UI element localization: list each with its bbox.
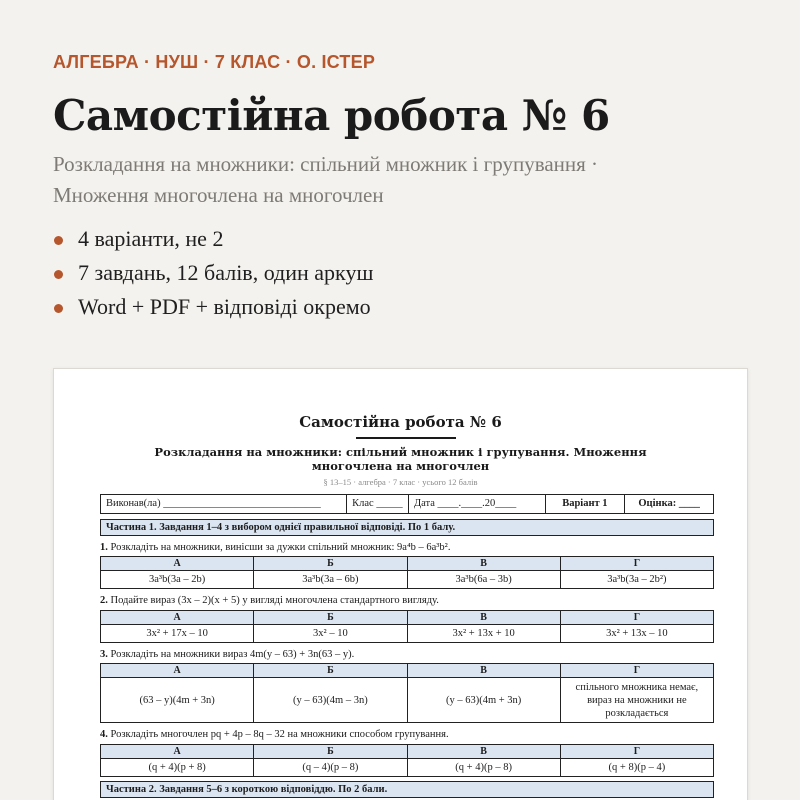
question-2: [100, 594, 720, 607]
question-number: 4.: [100, 729, 108, 740]
option-label: В: [407, 664, 560, 678]
answer-option: 3x² – 10: [254, 625, 407, 643]
question-4: [100, 728, 720, 741]
option-label: Г: [560, 557, 713, 571]
answer-option: (y – 63)(4m – 3n): [254, 678, 407, 723]
date-field: Дата ____.____.20____: [409, 495, 546, 513]
answer-option: (q – 4)(p – 8): [254, 759, 407, 777]
option-label: В: [407, 557, 560, 571]
option-label: Г: [560, 745, 713, 759]
question-number: 3.: [100, 649, 108, 660]
question-text: Розкладіть на множники, винісши за дужки спільний множник: 9a⁴b – 6a³b².: [110, 542, 451, 553]
part-1-header: Частина 1. Завдання 1–4 з вибором однієї правильної відповіді. По 1 балу.: [100, 519, 714, 536]
subtitle-line-2: Множення многочлена на многочлен: [53, 183, 384, 207]
class-field: Клас _____: [347, 495, 409, 513]
question-number: 2.: [100, 595, 108, 606]
option-label: В: [407, 611, 560, 625]
option-label: А: [101, 557, 254, 571]
part-2-header: Частина 2. Завдання 5–6 з короткою відповіддю. По 2 бали.: [100, 781, 714, 798]
option-label: А: [101, 611, 254, 625]
question-text: Розкладіть многочлен pq + 4p – 8q – 32 на множники способом групування.: [110, 729, 449, 740]
worksheet-preview: [53, 368, 748, 800]
title-underline: [356, 437, 456, 439]
answer-option: (y – 63)(4m + 3n): [407, 678, 560, 723]
answer-option: 3x² + 17x – 10: [101, 625, 254, 643]
option-label: В: [407, 745, 560, 759]
option-label: Б: [254, 664, 407, 678]
student-name-field: Виконав(ла) ______________________________: [101, 495, 347, 513]
option-label: Б: [254, 557, 407, 571]
worksheet-subtitle: Розкладання на множники: спільний множник і групування. Множення многочлена на многочлен: [154, 445, 647, 473]
answer-option: 3x² + 13x – 10: [560, 625, 713, 643]
grade-field: Оцінка: ____: [638, 498, 700, 509]
subtitle-line-1: Розкладання на множники: спільний множник і групування ·: [53, 152, 599, 176]
answer-table-2: [100, 610, 714, 643]
answer-option: 3a³b(3a – 2b): [101, 571, 254, 589]
answer-option: (q + 8)(p – 4): [560, 759, 713, 777]
answer-option: 3a³b(3a – 2b²): [560, 571, 713, 589]
feature-item: 7 завдань, 12 балів, один аркуш: [53, 256, 760, 290]
worksheet-title: Самостійна робота № 6: [299, 413, 502, 431]
student-info-row: [100, 494, 714, 514]
option-label: Г: [560, 611, 713, 625]
option-label: Б: [254, 611, 407, 625]
answer-option: 3a³b(3a – 6b): [254, 571, 407, 589]
answer-table-4: [100, 744, 714, 777]
option-label: А: [101, 745, 254, 759]
worksheet-meta: § 13–15 · алгебра · 7 клас · усього 12 балів: [323, 477, 478, 487]
answer-table-3: [100, 663, 714, 723]
eyebrow: АЛГЕБРА · НУШ · 7 КЛАС · О. ІСТЕР: [53, 52, 376, 72]
answer-option: (63 – y)(4m + 3n): [101, 678, 254, 723]
feature-list: [53, 222, 760, 324]
question-1: [100, 541, 720, 554]
answer-option: (q + 4)(p + 8): [101, 759, 254, 777]
variant-label: Варіант 1: [546, 495, 626, 513]
header: [53, 52, 760, 324]
option-label: А: [101, 664, 254, 678]
answer-option: 3a³b(6a – 3b): [407, 571, 560, 589]
question-text: Розкладіть на множники вираз 4m(y – 63) + 3n(63 – y).: [110, 649, 355, 660]
page-subtitle: [53, 149, 760, 211]
feature-item: Word + PDF + відповіді окремо: [53, 290, 760, 324]
feature-item: 4 варіанти, не 2: [53, 222, 760, 256]
page-title: Самостійна робота № 6: [53, 91, 610, 140]
question-text: Подайте вираз (3x – 2)(x + 5) у вигляді многочлена стандартного вигляду.: [110, 595, 439, 606]
question-3: [100, 648, 720, 661]
question-number: 1.: [100, 542, 108, 553]
answer-table-1: [100, 556, 714, 589]
answer-option: спільного множника немає, вираз на множники не розкладається: [560, 678, 713, 723]
option-label: Б: [254, 745, 407, 759]
answer-option: 3x² + 13x + 10: [407, 625, 560, 643]
option-label: Г: [560, 664, 713, 678]
answer-option: (q + 4)(p – 8): [407, 759, 560, 777]
